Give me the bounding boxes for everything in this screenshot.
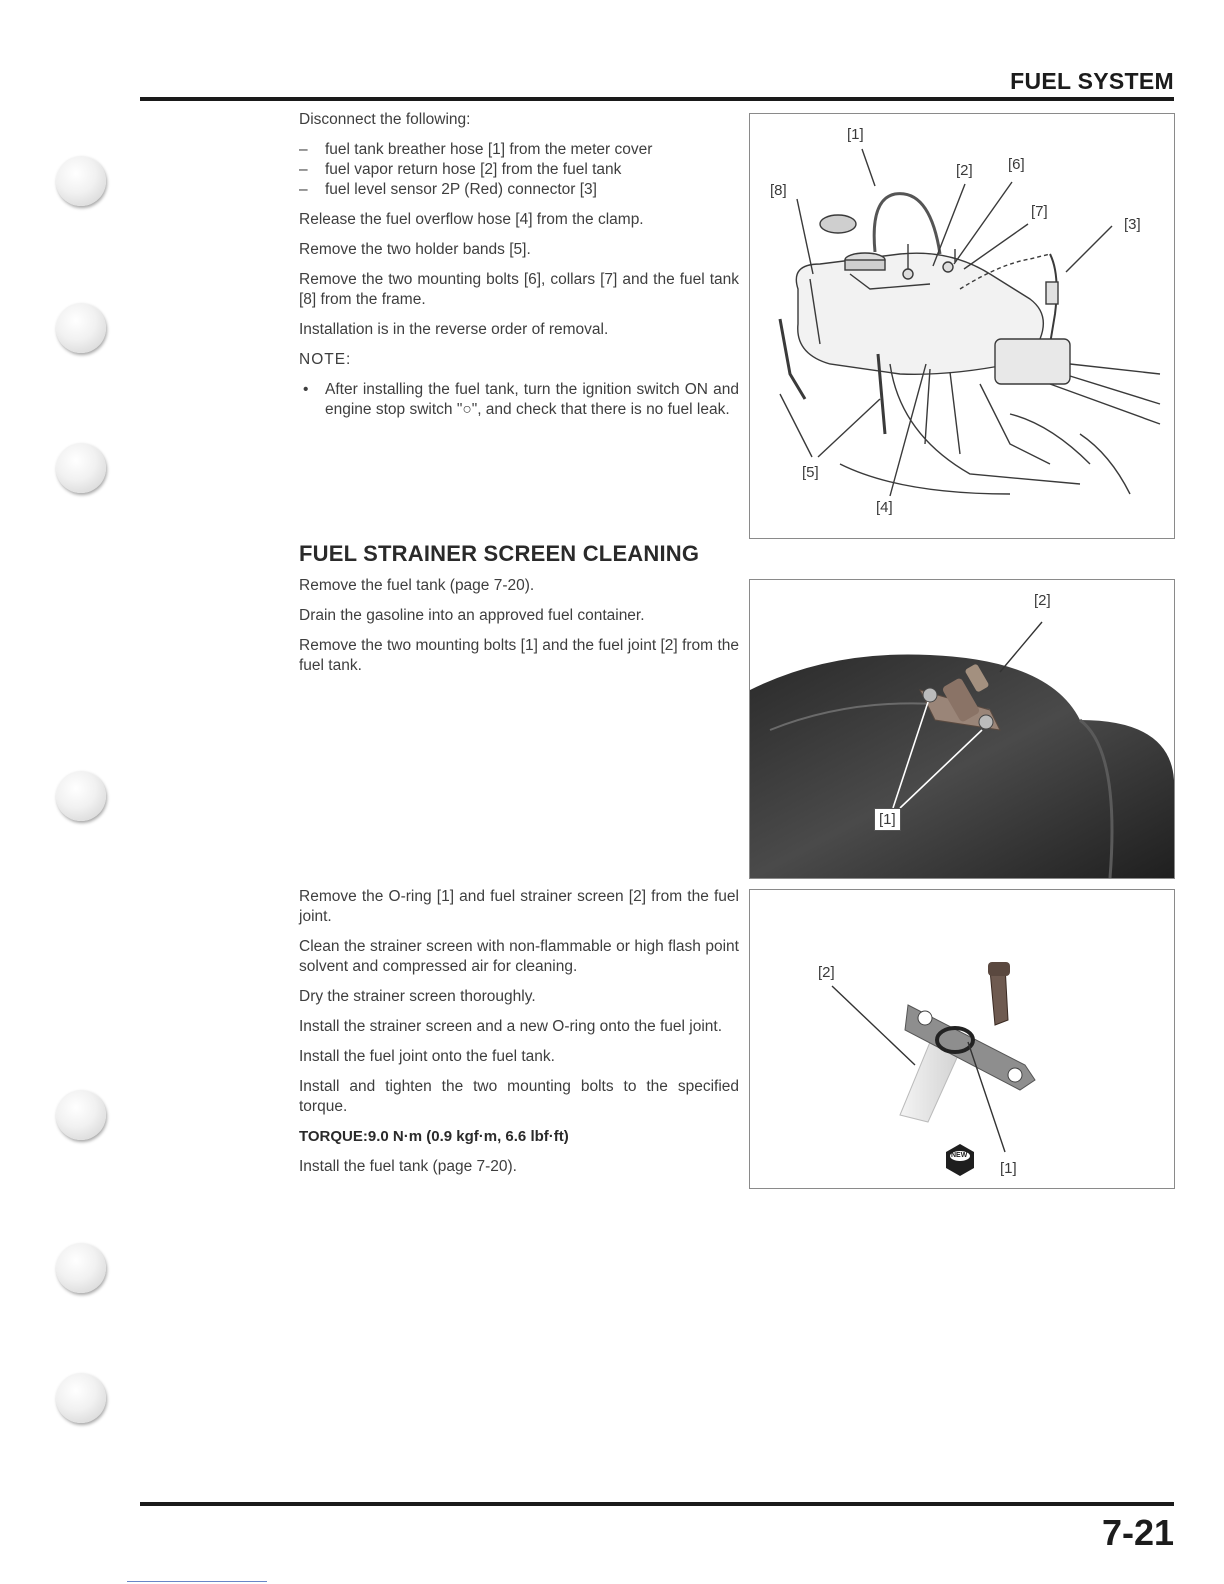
binder-hole	[56, 156, 106, 206]
removal-intro: Disconnect the following:	[299, 111, 471, 128]
removal-step: Installation is in the reverse order of removal.	[299, 321, 609, 338]
callout-7: [7]	[1031, 203, 1048, 220]
strainer-step: Drain the gasoline into an approved fuel container.	[299, 607, 645, 624]
callout-2: [2]	[818, 964, 835, 981]
binder-hole	[56, 303, 106, 353]
callout-2: [2]	[956, 162, 973, 179]
callout-8: [8]	[770, 182, 787, 199]
list-item: – fuel tank breather hose [1] from the meter cover	[299, 140, 739, 160]
removal-step: Release the fuel overflow hose [4] from the clamp.	[299, 211, 644, 228]
strainer-step: Install the fuel joint onto the fuel tank.	[299, 1048, 555, 1065]
callout-6: [6]	[1008, 156, 1025, 173]
fuel-joint-photo	[749, 579, 1175, 879]
strainer-step: Clean the strainer screen with non-flammable or high flash point solvent and compressed air for cleaning.	[299, 938, 739, 975]
footer-link[interactable]	[127, 1581, 267, 1582]
strainer-step: Install the fuel tank (page 7-20).	[299, 1158, 517, 1175]
removal-text	[299, 110, 739, 420]
strainer-step: Dry the strainer screen thoroughly.	[299, 988, 536, 1005]
removal-step: Remove the two mounting bolts [6], collars [7] and the fuel tank [8] from the frame.	[299, 271, 739, 308]
disconnect-list	[299, 140, 739, 200]
fuel-tank-figure	[749, 113, 1175, 539]
removal-step: Remove the two holder bands [5].	[299, 241, 531, 258]
binder-hole	[56, 771, 106, 821]
binder-hole	[56, 1090, 106, 1140]
callout-1: [1]	[847, 126, 864, 143]
strainer-step: Remove the two mounting bolts [1] and the fuel joint [2] from the fuel tank.	[299, 637, 739, 674]
callout-3: [3]	[1124, 216, 1141, 233]
strainer-step: Remove the fuel tank (page 7-20).	[299, 577, 535, 594]
binder-hole	[56, 443, 106, 493]
section-title: FUEL SYSTEM	[1010, 68, 1174, 94]
page-number: 7-21	[1101, 1512, 1174, 1553]
strainer-illustration	[750, 890, 1174, 1188]
callout-5: [5]	[802, 464, 819, 481]
header-rule	[140, 97, 1174, 101]
callout-1: [1]	[874, 808, 901, 831]
callout-2: [2]	[1034, 592, 1051, 609]
strainer-step: Install the strainer screen and a new O-ring onto the fuel joint.	[299, 1018, 723, 1035]
strainer-step: Install and tighten the two mounting bolts to the specified torque.	[299, 1078, 739, 1115]
new-badge-label: NEW	[951, 1152, 968, 1159]
section-heading: FUEL STRAINER SCREEN CLEANING	[299, 541, 700, 566]
strainer-figure	[749, 889, 1175, 1189]
note-text: • After installing the fuel tank, turn the ignition switch ON and engine stop switch "○", and check that there is no fuel leak.	[299, 380, 739, 420]
callout-1: [1]	[1000, 1160, 1017, 1177]
fuel-joint-photo-illustration	[750, 580, 1174, 878]
strainer-text-b	[299, 887, 739, 1187]
footer-rule	[140, 1502, 1174, 1506]
note-list	[299, 380, 739, 420]
binder-hole	[56, 1243, 106, 1293]
list-item: – fuel level sensor 2P (Red) connector [3]	[299, 180, 739, 200]
callout-4: [4]	[876, 499, 893, 516]
strainer-text-a	[299, 576, 739, 686]
strainer-step: Remove the O-ring [1] and fuel strainer screen [2] from the fuel joint.	[299, 888, 739, 925]
new-part-icon	[946, 1144, 974, 1176]
list-item: – fuel vapor return hose [2] from the fuel tank	[299, 160, 739, 180]
binder-hole	[56, 1373, 106, 1423]
note-label: NOTE:	[299, 351, 352, 368]
torque-spec: TORQUE:9.0 N·m (0.9 kgf·m, 6.6 lbf·ft)	[299, 1128, 569, 1145]
